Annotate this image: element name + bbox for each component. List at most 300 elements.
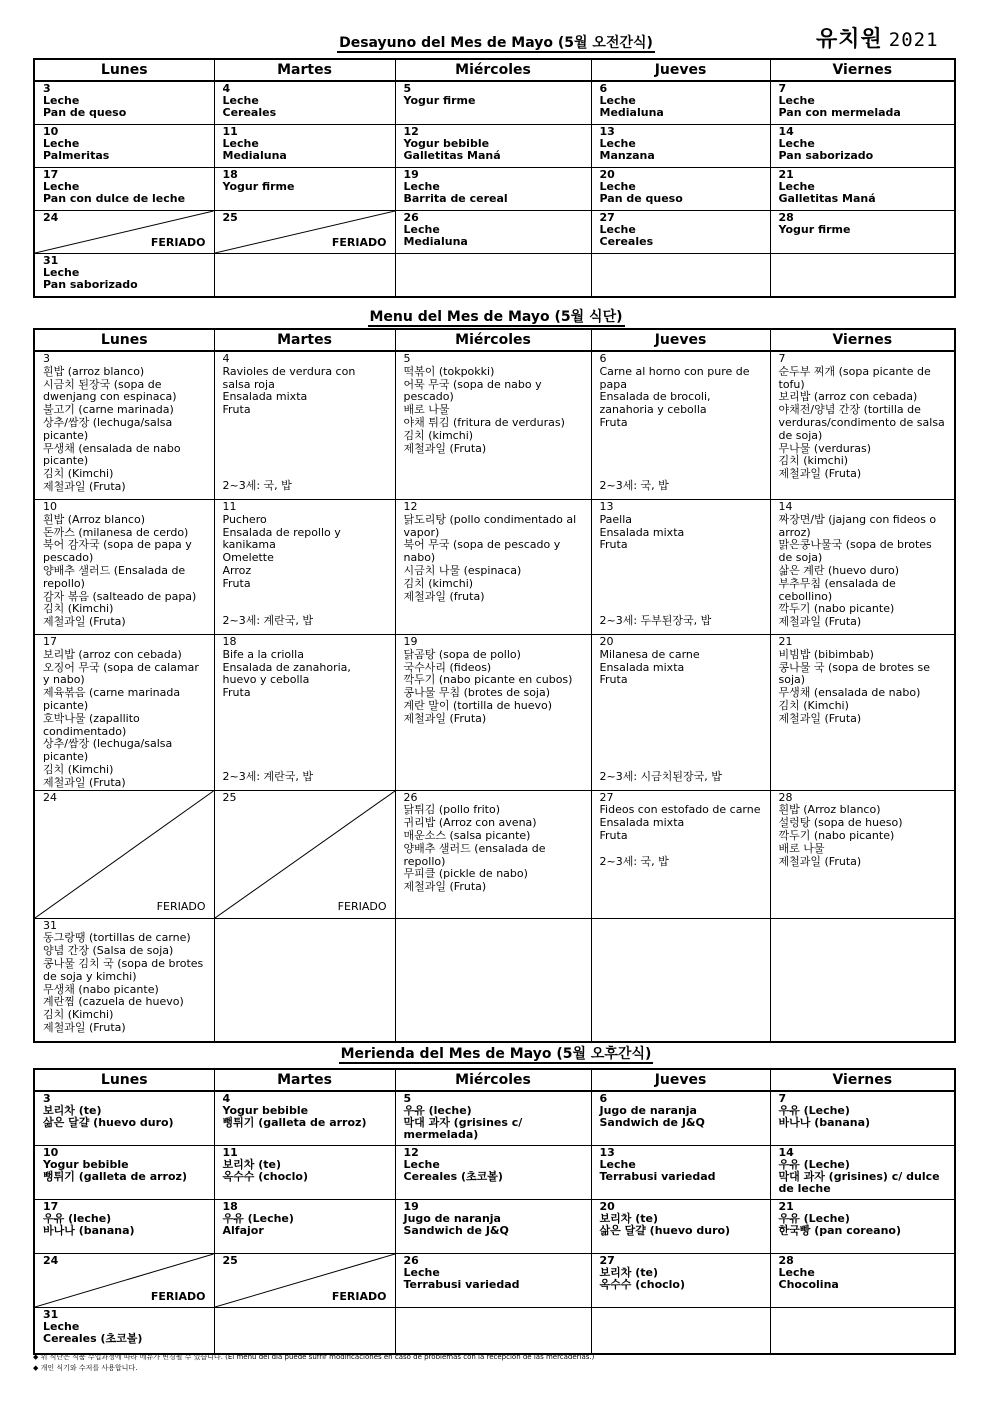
day-number: 24 <box>43 1254 59 1267</box>
meal-item: Ensalada mixta <box>599 525 685 539</box>
day-number: 31 <box>43 1308 59 1321</box>
day-cell <box>395 1146 591 1200</box>
merienda-week-row <box>34 1200 955 1254</box>
day-number: 6 <box>599 1092 608 1105</box>
day-cell <box>395 500 591 635</box>
day-number: 21 <box>778 635 793 648</box>
day-number: 17 <box>43 1200 59 1213</box>
day-cell <box>591 211 770 254</box>
desayuno-table <box>33 58 956 298</box>
meal-item: 삶은 달걀 (huevo duro) <box>599 1224 731 1237</box>
meal-item: 제철과일 (fruta) <box>403 589 485 603</box>
meal-item: Yogur bebible <box>403 137 490 150</box>
meal-item: 불고기 (carne marinada) <box>43 403 174 417</box>
day-cell <box>770 351 955 500</box>
meal-item: 돈까스 (milanesa de cerdo) <box>43 525 189 539</box>
meal-item: Leche <box>43 266 80 279</box>
day-number: 28 <box>778 1254 794 1267</box>
day-number: 27 <box>599 211 615 224</box>
meal-item: Jugo de naranja <box>403 1212 501 1225</box>
day-number: 24 <box>43 790 57 804</box>
meal-item: Terrabusi variedad <box>599 1170 716 1183</box>
meal-item: 부추무침 (ensalada de cebollino) <box>778 576 896 603</box>
meal-item: Leche <box>599 180 636 193</box>
meal-item: Fruta <box>222 686 251 700</box>
day-number: 7 <box>778 1092 787 1105</box>
day-cell <box>770 918 955 1042</box>
meal-item: Medialuna <box>222 149 287 162</box>
meal-item: 짜장면/밥 (jajang con fideos o arroz) <box>778 512 937 539</box>
holiday-label: FERIADO <box>337 899 387 913</box>
meal-item: 제철과일 (Fruta) <box>403 441 487 455</box>
meal-item: Cereales <box>222 106 277 119</box>
meal-item: 국수사리 (fideos) <box>403 660 492 674</box>
meal-item: Yogur bebible <box>222 1104 309 1117</box>
meal-item: 동그랑땡 (tortillas de carne) <box>43 931 191 945</box>
meal-item: 보리차 (te) <box>599 1266 658 1279</box>
day-number: 3 <box>43 1092 51 1105</box>
day-number: 13 <box>599 500 614 513</box>
menu-header-row <box>34 329 955 351</box>
meal-item: 시금치 된장국 (sopa de dwenjang con espinaca) <box>43 377 177 404</box>
meal-item: 흰밥 (Arroz blanco) <box>43 512 145 526</box>
meal-item: Sandwich de J&Q <box>403 1224 509 1237</box>
day-cell <box>214 351 395 500</box>
brand-name: 유치원 <box>816 27 883 52</box>
day-cell <box>770 125 955 168</box>
meal-item: 양배추 샐러드 (Ensalada de repollo) <box>43 563 186 590</box>
day-cell <box>770 81 955 125</box>
day-header: Viernes <box>770 59 955 81</box>
meal-item: Ensalada mixta <box>599 816 685 830</box>
meal-item: Ensalada de repollo y kanikama <box>222 525 341 552</box>
day-header: Jueves <box>591 329 770 351</box>
meal-item: 제철과일 (Fruta) <box>43 479 126 493</box>
day-cell <box>591 1308 770 1355</box>
meal-item: 제철과일 (Fruta) <box>778 711 862 725</box>
meal-item: 무생채 (ensalada de nabo picante) <box>43 441 181 468</box>
meal-item: Leche <box>599 94 636 107</box>
day-number: 27 <box>599 790 614 804</box>
meal-item: Leche <box>778 1266 815 1279</box>
meal-item: Pan saborizado <box>43 278 138 291</box>
menu-week-row <box>34 918 955 1042</box>
meal-item: Milanesa de carne <box>599 647 700 661</box>
meal-item: 떡볶이 (tokpokki) <box>403 364 495 378</box>
menu-week-row <box>34 790 955 918</box>
desayuno-week-row <box>34 81 955 125</box>
meal-item: Chocolina <box>778 1278 839 1291</box>
meal-item: Paella <box>599 512 633 526</box>
meal-item: 김치 (Kimchi) <box>43 467 114 481</box>
day-number: 17 <box>43 168 59 181</box>
day-cell <box>34 211 214 254</box>
meal-item: 삶은 계란 (huevo duro) <box>778 563 899 577</box>
day-cell <box>591 168 770 211</box>
merienda-title <box>0 1043 992 1063</box>
day-number: 21 <box>778 168 794 181</box>
toddler-note: 2~3세: 시금치된장국, 밥 <box>599 769 722 783</box>
day-cell <box>770 211 955 254</box>
merienda-title-text: Merienda del Mes de Mayo (5월 오후간식) <box>340 1046 652 1062</box>
meal-item: Leche <box>43 94 80 107</box>
meal-item: 감자 볶음 (salteado de papa) <box>43 589 197 603</box>
day-cell <box>770 790 955 918</box>
day-header: Miércoles <box>395 59 591 81</box>
day-number: 5 <box>403 1092 412 1105</box>
meal-item: 제철과일 (Fruta) <box>43 775 126 789</box>
day-cell <box>395 81 591 125</box>
meal-item: Medialuna <box>403 235 468 248</box>
meal-item: Leche <box>778 94 815 107</box>
meal-item: 김치 (kimchi) <box>403 576 474 590</box>
day-number: 7 <box>778 82 787 95</box>
holiday-label: FERIADO <box>150 236 206 249</box>
merienda-table <box>33 1068 956 1355</box>
meal-item: Leche <box>43 137 80 150</box>
meal-item: 흰밥 (arroz blanco) <box>43 364 145 378</box>
day-number: 3 <box>43 82 51 95</box>
meal-item: 비빔밥 (bibimbab) <box>778 647 874 661</box>
meal-item: Carne al horno con pure de papa <box>599 364 750 391</box>
day-cell <box>34 1146 214 1200</box>
desayuno-week-row <box>34 254 955 298</box>
day-number: 19 <box>403 168 419 181</box>
day-header: Jueves <box>591 59 770 81</box>
meal-item: 보리차 (te) <box>222 1158 281 1171</box>
day-cell <box>34 1254 214 1308</box>
day-header: Martes <box>214 329 395 351</box>
meal-item: 우유 (leche) <box>43 1212 112 1225</box>
day-cell <box>770 1091 955 1146</box>
day-cell <box>214 918 395 1042</box>
meal-item: Cereales (초코볼) <box>403 1170 503 1183</box>
meal-item: 삶은 달걀 (huevo duro) <box>43 1116 174 1129</box>
meal-item: 배로 나물 <box>778 841 825 855</box>
holiday-label: FERIADO <box>331 236 387 249</box>
day-cell <box>770 1254 955 1308</box>
meal-item: Ensalada de zanahoria, huevo y cebolla <box>222 660 351 687</box>
meal-item: Fruta <box>599 673 628 687</box>
meal-item: 야채전/양념 간장 (tortilla de verduras/condimento de salsa de soja) <box>778 403 945 442</box>
menu-week-row <box>34 500 955 635</box>
day-cell <box>395 1200 591 1254</box>
day-cell <box>395 125 591 168</box>
meal-item: Leche <box>222 94 259 107</box>
meal-item: Leche <box>778 137 815 150</box>
day-header: Viernes <box>770 329 955 351</box>
meal-item: 계란 말이 (tortilla de huevo) <box>403 698 553 712</box>
meal-item: 우유 (Leche) <box>778 1212 850 1225</box>
day-cell <box>591 1254 770 1308</box>
day-number: 18 <box>222 168 238 181</box>
meal-item: 북어 무국 (sopa de pescado y nabo) <box>403 538 561 565</box>
day-cell <box>214 125 395 168</box>
meal-item: 야채 튀김 (fritura de verduras) <box>403 415 565 429</box>
day-cell <box>395 790 591 918</box>
day-cell <box>591 125 770 168</box>
meal-item: 우유 (leche) <box>403 1104 472 1117</box>
day-cell <box>34 254 214 298</box>
meal-item: 닭곰탕 (sopa de pollo) <box>403 647 521 661</box>
day-cell <box>214 635 395 791</box>
meal-item: Ensalada de brocoli, zanahoria y cebolla <box>599 390 711 417</box>
day-cell <box>591 635 770 791</box>
day-cell <box>591 1200 770 1254</box>
meal-item: Cereales (초코볼) <box>43 1332 143 1345</box>
merienda-week-row <box>34 1308 955 1355</box>
day-cell <box>591 254 770 298</box>
meal-item: 막대 과자 (grisines) c/ dulce de leche <box>778 1170 940 1195</box>
meal-item: Leche <box>599 1158 636 1171</box>
holiday-diagonal-line <box>35 791 214 918</box>
day-cell <box>214 211 395 254</box>
day-cell <box>591 1091 770 1146</box>
day-cell <box>34 1091 214 1146</box>
day-cell <box>214 1146 395 1200</box>
meal-item: 김치 (Kimchi) <box>43 762 114 776</box>
meal-item: Sandwich de J&Q <box>599 1116 705 1129</box>
day-number: 3 <box>43 352 50 365</box>
meal-item: 제철과일 (Fruta) <box>778 615 862 629</box>
day-cell <box>214 1308 395 1355</box>
meal-item: Ensalada mixta <box>222 390 308 404</box>
meal-item: Pan de queso <box>43 106 127 119</box>
day-number: 10 <box>43 125 59 138</box>
brand-year: 2021 <box>888 29 939 51</box>
meal-item: 닭도리탕 (pollo condimentado al vapor) <box>403 512 577 539</box>
day-cell <box>214 168 395 211</box>
day-cell <box>395 918 591 1042</box>
meal-item: Pan saborizado <box>778 149 874 162</box>
merienda-week-row <box>34 1146 955 1200</box>
meal-item: 제철과일 (Fruta) <box>43 615 126 629</box>
day-number: 26 <box>403 211 419 224</box>
menu-title-text: Menu del Mes de Mayo (5월 식단) <box>369 309 623 325</box>
day-cell <box>770 1200 955 1254</box>
meal-item: 깍두기 (nabo picante) <box>778 828 895 842</box>
toddler-note: 2~3세: 두부된장국, 밥 <box>599 614 712 628</box>
holiday-diagonal-line <box>215 791 395 918</box>
day-number: 27 <box>599 1254 615 1267</box>
meal-item: 제육볶음 (carne marinada picante) <box>43 686 181 712</box>
meal-item: Fruta <box>599 538 628 552</box>
day-cell <box>770 168 955 211</box>
day-cell <box>395 1254 591 1308</box>
desayuno-title <box>0 32 992 52</box>
meal-item: Palmeritas <box>43 149 110 162</box>
day-header: Lunes <box>34 329 214 351</box>
meal-item: Leche <box>43 1320 80 1333</box>
meal-item: Fruta <box>222 403 251 417</box>
meal-item: Omelette <box>222 551 274 565</box>
day-number: 28 <box>778 790 793 804</box>
day-number: 13 <box>599 1146 615 1159</box>
day-cell <box>34 918 214 1042</box>
meal-item: 북어 감자국 (sopa de papa y pescado) <box>43 538 192 565</box>
day-number: 17 <box>43 635 57 648</box>
meal-item: 김치 (Kimchi) <box>43 602 114 616</box>
day-header: Martes <box>214 1069 395 1091</box>
day-cell <box>591 81 770 125</box>
desayuno-title-text: Desayuno del Mes de Mayo (5월 오전간식) <box>339 35 653 51</box>
day-cell <box>395 168 591 211</box>
meal-item: 보리밥 (arroz con cebada) <box>43 647 182 661</box>
meal-item: Puchero <box>222 512 267 526</box>
meal-item: Leche <box>222 137 259 150</box>
day-number: 12 <box>403 125 419 138</box>
day-number: 11 <box>222 500 237 513</box>
day-number: 6 <box>599 352 607 365</box>
day-number: 25 <box>222 790 237 804</box>
meal-item: 무나물 (verduras) <box>778 441 872 455</box>
meal-item: 바나나 (banana) <box>778 1116 871 1129</box>
meal-item: Galletitas Maná <box>778 192 876 205</box>
day-header: Martes <box>214 59 395 81</box>
meal-item: 뻥튀기 (galleta de arroz) <box>222 1116 367 1129</box>
meal-item: 막대 과자 (grisines c/ mermelada) <box>403 1116 523 1141</box>
meal-item: 설렁탕 (sopa de hueso) <box>778 816 903 830</box>
day-number: 31 <box>43 254 59 267</box>
meal-item: 김치 (Kimchi) <box>778 698 849 712</box>
day-number: 25 <box>222 211 238 224</box>
toddler-note: 2~3세: 국, 밥 <box>599 479 669 493</box>
meal-item: 옥수수 (choclo) <box>599 1278 686 1291</box>
meal-item: 계란찜 (cazuela de huevo) <box>43 995 184 1009</box>
day-number: 18 <box>222 635 237 648</box>
meal-item: 보리밥 (arroz con cebada) <box>778 390 918 404</box>
meal-item: Leche <box>403 180 440 193</box>
meal-item: 오징어 무국 (sopa de calamar y nabo) <box>43 660 199 687</box>
day-cell <box>770 1146 955 1200</box>
day-number: 21 <box>778 1200 794 1213</box>
day-number: 4 <box>222 1092 231 1105</box>
toddler-note: 2~3세: 국, 밥 <box>222 479 292 493</box>
meal-item: Yogur firme <box>222 180 295 193</box>
day-cell <box>395 254 591 298</box>
meal-item: Leche <box>403 223 440 236</box>
meal-item: 우유 (Leche) <box>222 1212 294 1225</box>
day-cell <box>214 1254 395 1308</box>
day-number: 18 <box>222 1200 238 1213</box>
meal-item: 닭튀김 (pollo frito) <box>403 803 501 817</box>
day-cell <box>395 211 591 254</box>
toddler-note: 2~3세: 계란국, 밥 <box>222 769 314 783</box>
meal-item: Fideos con estofado de carne <box>599 803 761 817</box>
day-number: 20 <box>599 1200 615 1213</box>
meal-item: 흰밥 (Arroz blanco) <box>778 803 881 817</box>
day-number: 19 <box>403 1200 419 1213</box>
meal-item: Fruta <box>599 828 628 842</box>
day-cell <box>395 1091 591 1146</box>
day-number: 10 <box>43 500 57 513</box>
meal-item: 우유 (Leche) <box>778 1158 850 1171</box>
meal-item: 양념 간장 (Salsa de soja) <box>43 944 174 958</box>
day-number: 10 <box>43 1146 59 1159</box>
meal-item: 무피클 (pickle de nabo) <box>403 867 528 881</box>
day-number: 5 <box>403 82 412 95</box>
meal-item: Ravioles de verdura con salsa roja <box>222 364 356 391</box>
meal-item: 제철과일 (Fruta) <box>778 854 862 868</box>
meal-item: 무생채 (ensalada de nabo) <box>778 686 921 700</box>
menu-week-row <box>34 351 955 500</box>
day-header: Jueves <box>591 1069 770 1091</box>
day-number: 31 <box>43 918 57 932</box>
merienda-header-row <box>34 1069 955 1091</box>
day-number: 5 <box>403 352 411 365</box>
day-number: 12 <box>403 500 418 513</box>
day-cell <box>770 1308 955 1355</box>
day-header: Lunes <box>34 59 214 81</box>
day-number: 7 <box>778 352 786 365</box>
meal-item: 한국빵 (pan coreano) <box>778 1224 901 1237</box>
meal-item: Ensalada mixta <box>599 660 685 674</box>
desayuno-week-row <box>34 211 955 254</box>
day-cell <box>395 351 591 500</box>
day-cell <box>34 81 214 125</box>
meal-item: Leche <box>403 1158 440 1171</box>
meal-item: Arroz <box>222 563 252 577</box>
day-cell <box>214 790 395 918</box>
day-header: Miércoles <box>395 329 591 351</box>
meal-item: 바나나 (banana) <box>43 1224 135 1237</box>
meal-item: 콩나물 김치 국 (sopa de brotes de soja y kimchi) <box>43 956 204 983</box>
holiday-label: FERIADO <box>331 1290 387 1303</box>
menu-week-row <box>34 635 955 791</box>
meal-item: Terrabusi variedad <box>403 1278 520 1291</box>
meal-item: Jugo de naranja <box>599 1104 697 1117</box>
day-number: 14 <box>778 500 793 513</box>
meal-item: 시금치 나물 (espinaca) <box>403 563 522 577</box>
day-cell <box>214 254 395 298</box>
meal-item: Yogur firme <box>403 94 476 107</box>
meal-item: Alfajor <box>222 1224 264 1237</box>
meal-item: Galletitas Maná <box>403 149 501 162</box>
meal-item: 맑은콩나물국 (sopa de brotes de soja) <box>778 538 932 565</box>
meal-item: 상추/쌈장 (lechuga/salsa picante) <box>43 415 173 442</box>
meal-item: 제철과일 (Fruta) <box>778 467 862 481</box>
meal-item: 순두부 찌개 (sopa picante de tofu) <box>778 364 931 391</box>
day-cell <box>34 168 214 211</box>
day-number: 20 <box>599 168 615 181</box>
meal-item: Leche <box>43 180 80 193</box>
day-cell <box>591 790 770 918</box>
day-number: 26 <box>403 790 418 804</box>
day-header: Lunes <box>34 1069 214 1091</box>
meal-item: Leche <box>403 1266 440 1279</box>
meal-item: 김치 (kimchi) <box>403 428 474 442</box>
holiday-label: FERIADO <box>156 899 206 913</box>
meal-item: Pan con mermelada <box>778 106 901 119</box>
desayuno-week-row <box>34 125 955 168</box>
meal-item: 양배추 샐러드 (ensalada de repollo) <box>403 841 546 868</box>
day-cell <box>34 1308 214 1355</box>
meal-item: 제철과일 (Fruta) <box>403 711 487 725</box>
menu-title <box>0 306 992 326</box>
day-header: Viernes <box>770 1069 955 1091</box>
day-cell <box>214 500 395 635</box>
day-number: 20 <box>599 635 614 648</box>
meal-item: 제철과일 (Fruta) <box>403 880 487 894</box>
day-number: 19 <box>403 635 418 648</box>
day-number: 28 <box>778 211 794 224</box>
meal-item: 깍두기 (nabo picante) <box>778 602 895 616</box>
merienda-week-row <box>34 1091 955 1146</box>
meal-item: 보리차 (te) <box>599 1212 658 1225</box>
day-cell <box>34 351 214 500</box>
toddler-note: 2~3세: 국, 밥 <box>599 854 669 868</box>
meal-item: Leche <box>599 223 636 236</box>
